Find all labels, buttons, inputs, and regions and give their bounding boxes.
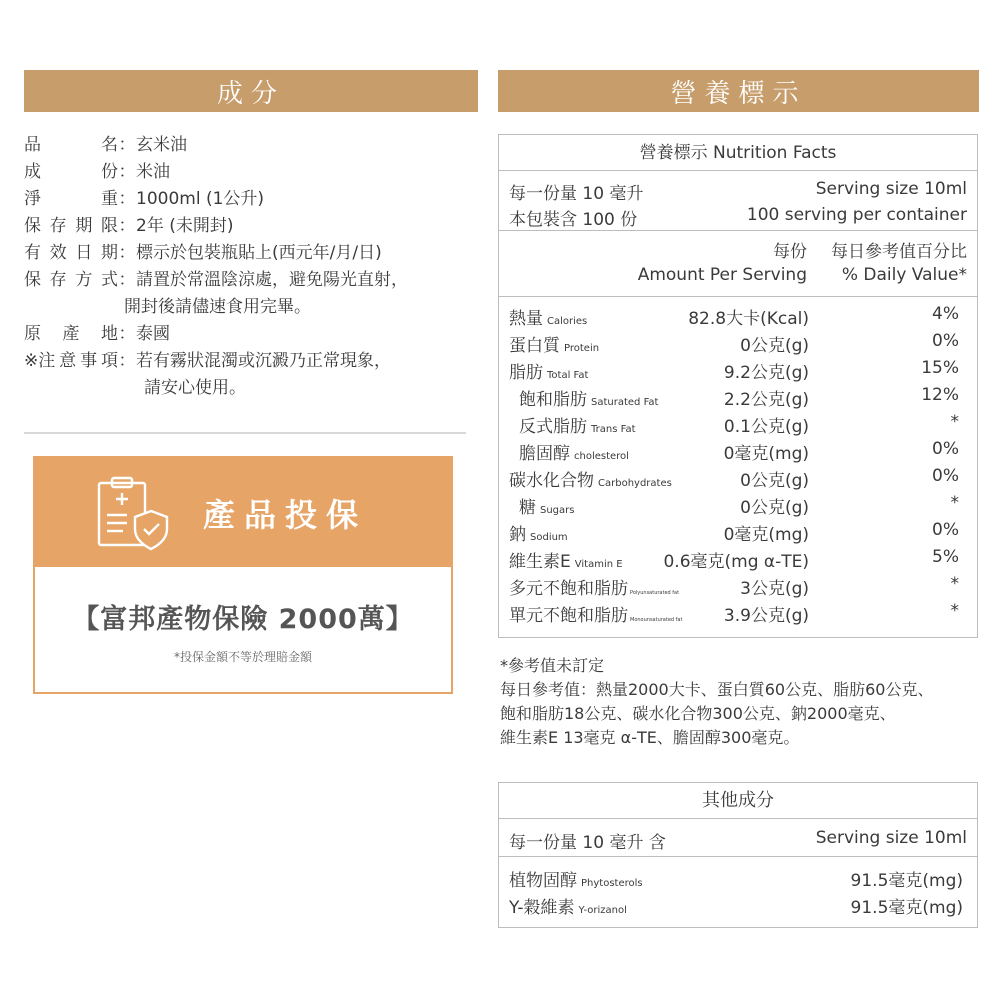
nutrient-name [519,385,658,410]
other-serving-info [499,819,977,857]
nutrition-facts-table [498,134,978,638]
nutrition-title: 營養標示 Nutrition Facts [499,135,977,171]
nutrient-daily-value: * [950,574,959,594]
per-serving-zh: 每份 [773,242,807,262]
nutrient-name-zh: 膽固醇 [519,444,570,464]
nutrient-daily-value: * [950,493,959,513]
nutrient-daily-value: 4% [932,304,959,324]
nutrient-row [499,544,977,571]
product-spec-list [24,132,464,402]
guarantee-amount: 【富邦產物保險 2000萬】 [72,604,414,635]
other-ingredient-name-zh: Y-穀維素 [509,898,575,918]
nutrient-name-zh: 多元不飽和脂肪 [509,579,628,599]
nutrient-daily-value: 0% [932,439,959,459]
spec-label-char: 產 [62,324,80,344]
clipboard-shield-icon [91,471,175,555]
nutrient-name-en: Polyunsaturated fat [630,590,680,596]
other-ingredient-name-en: Phytosterols [581,878,643,889]
spec-continuation: 開封後請儘速食用完畢。 [124,297,311,317]
nutrient-name [519,439,629,464]
spec-value: 請置於常溫陰涼處，避免陽光直射， [136,270,408,290]
nutrient-daily-value: * [950,601,959,621]
spec-row [24,240,464,267]
nutrient-row [499,301,977,328]
daily-value-en: % Daily Value* [841,265,967,285]
spec-label-char: 有 [24,243,41,263]
spec-value: 玄米油 [136,135,187,155]
spec-label [24,213,118,240]
servings-per-container-en: 100 serving per container [746,205,967,225]
insurance-guarantee-card [33,456,453,694]
other-serving-en: Serving size 10ml [815,828,967,848]
nutrient-name [519,412,636,437]
spec-label-char: 方 [75,270,93,290]
spec-label-char: 存 [49,270,67,290]
spec-label [24,186,118,213]
note-line: 維生素E 13毫克 α-TE、膽固醇300毫克。 [500,728,800,747]
spec-label [24,240,118,267]
spec-row [24,213,464,240]
spec-label [24,132,118,159]
nutrient-row [499,409,977,436]
spec-label-char: 份 [101,162,118,182]
spec-label-char: 品 [24,135,41,155]
spec-label-char: 式 [100,270,118,290]
guarantee-title: 產品投保 [203,495,368,534]
section-divider [24,432,466,434]
spec-label-char: 限 [100,216,118,236]
nutrient-name-zh: 維生素E [509,552,571,572]
spec-colon: ： [118,162,136,182]
other-ingredient-name-en: Y-orizanol [578,905,627,916]
nutrient-name [509,547,623,572]
nutrient-name-zh: 脂肪 [509,363,543,383]
spec-row [24,375,464,402]
nutrient-amount: 0毫克(mg) [723,444,809,464]
spec-label [24,348,118,375]
nutrient-row [499,490,977,517]
spec-value: 泰國 [136,324,170,344]
spec-row [24,348,464,375]
nutrient-row [499,598,977,625]
other-ingredient-name [509,866,643,891]
nutrient-daily-value: 0% [932,466,959,486]
nutrient-name-en: Total Fat [547,370,589,381]
nutrition-column-headers [499,231,977,297]
nutrition-header: 營養標示 [498,70,979,112]
other-rows [499,857,977,917]
guarantee-note: *投保金額不等於理賠金額 [173,650,312,664]
nutrient-name-en: Protein [564,343,600,354]
spec-label-char: 保 [24,216,41,236]
nutrient-name-en: cholesterol [574,451,629,462]
other-ingredient-row [499,863,977,890]
per-serving-en: Amount Per Serving [637,265,807,285]
nutrient-name [509,358,588,383]
nutrient-amount: 0.6毫克(mg α-TE) [663,552,809,572]
spec-label-char: 項 [100,351,118,371]
nutrient-row [499,571,977,598]
nutrient-name [509,331,599,356]
nutrient-name [509,466,672,491]
nutrition-serving-info [499,171,977,231]
nutrient-name-en: Calories [547,316,588,327]
nutrient-name-en: Monounsaturated fat [630,617,683,623]
nutrient-name [509,601,682,626]
nutrient-name [509,574,679,599]
spec-colon: ： [118,270,136,290]
nutrient-daily-value: * [950,412,959,432]
nutrient-amount: 3公克(g) [740,579,809,599]
nutrient-name-zh: 飽和脂肪 [519,390,587,410]
spec-row [24,186,464,213]
nutrient-daily-value: 0% [932,520,959,540]
other-ingredients-title: 其他成分 [499,783,977,819]
spec-label-char: 成 [24,162,41,182]
nutrient-row [499,382,977,409]
serving-size-zh: 每一份量 10 毫升 [509,184,644,204]
spec-label [24,321,118,348]
nutrient-amount: 0公克(g) [740,471,809,491]
nutrient-name-en: Vitamin E [574,559,623,570]
spec-continuation: 請安心使用。 [144,378,246,398]
nutrient-row [499,517,977,544]
spec-value: 2年 (未開封) [136,216,234,236]
other-ingredients-table [498,782,978,928]
nutrient-daily-value: 5% [932,547,959,567]
nutrient-name-en: Saturated Fat [591,397,659,408]
nutrient-daily-value: 12% [921,385,959,405]
nutrient-amount: 3.9公克(g) [723,606,809,626]
other-serving-zh: 每一份量 10 毫升 含 [509,833,666,853]
nutrient-name-zh: 熱量 [509,309,543,329]
nutrient-name-en: Carbohydrates [598,478,672,489]
spec-label-char: 事 [80,351,98,371]
spec-label-char: 名 [101,135,118,155]
note-line: *參考值未訂定 [500,656,605,675]
nutrient-name-zh: 單元不飽和脂肪 [509,606,628,626]
nutrient-amount: 2.2公克(g) [723,390,809,410]
spec-colon: ： [118,324,136,344]
other-ingredient-row [499,890,977,917]
spec-label [24,159,118,186]
nutrient-name-zh: 蛋白質 [509,336,560,356]
spec-value: 若有霧狀混濁或沉澱乃正常現象， [136,351,391,371]
spec-value: 米油 [136,162,170,182]
nutrition-rows [499,297,977,625]
other-ingredient-amount: 91.5毫克(mg) [850,898,963,918]
spec-label-char: 保 [24,270,41,290]
nutrient-amount: 0.1公克(g) [723,417,809,437]
spec-row [24,294,464,321]
spec-label-char: 存 [49,216,67,236]
nutrient-name-zh: 糖 [519,498,536,518]
nutrient-amount: 0公克(g) [740,498,809,518]
nutrient-amount: 0公克(g) [740,336,809,356]
spec-label [24,267,118,294]
nutrient-name [519,493,574,518]
serving-size-en: Serving size 10ml [815,179,967,199]
note-line: 飽和脂肪18公克、碳水化合物300公克、鈉2000毫克、 [500,704,896,723]
nutrient-name [509,304,587,329]
spec-colon: ： [118,189,136,209]
note-line: 每日參考值：熱量2000大卡、蛋白質60公克、脂肪60公克、 [500,680,934,699]
nutrient-name-zh: 鈉 [509,525,526,545]
other-ingredient-name-zh: 植物固醇 [509,871,577,891]
nutrient-row [499,355,977,382]
spec-label-char: 意 [59,351,77,371]
spec-row [24,159,464,186]
spec-label-char: 效 [49,243,67,263]
spec-label-char: 期 [100,243,118,263]
nutrient-amount: 0毫克(mg) [723,525,809,545]
spec-row [24,267,464,294]
nutrient-row [499,328,977,355]
spec-row [24,132,464,159]
spec-label-char: 地 [101,324,118,344]
nutrient-amount: 9.2公克(g) [723,363,809,383]
other-ingredient-name [509,893,627,918]
spec-label-char: 日 [75,243,93,263]
ingredients-header: 成分 [24,70,478,112]
nutrient-name [509,520,568,545]
spec-value: 標示於包裝瓶貼上(西元年/月/日) [136,243,382,263]
nutrient-name-zh: 碳水化合物 [509,471,594,491]
spec-label-char: 淨 [24,189,41,209]
other-ingredient-amount: 91.5毫克(mg) [850,871,963,891]
nutrient-row [499,436,977,463]
nutrient-amount: 82.8大卡(Kcal) [688,309,809,329]
nutrition-notes [500,654,980,750]
spec-value: 1000ml (1公升) [136,189,265,209]
spec-row [24,321,464,348]
spec-label-char: ※注 [24,351,56,371]
nutrient-name-en: Trans Fat [591,424,636,435]
spec-label-char: 期 [75,216,93,236]
nutrient-name-en: Sodium [530,532,568,543]
spec-colon: ： [118,243,136,263]
servings-per-container-zh: 本包裝含 100 份 [509,210,638,230]
spec-label-char: 重 [101,189,118,209]
nutrient-row [499,463,977,490]
daily-value-zh: 每日參考值百分比 [831,242,967,262]
spec-colon: ： [118,135,136,155]
nutrient-daily-value: 0% [932,331,959,351]
guarantee-banner [35,458,451,567]
spec-colon: ： [118,351,136,371]
nutrient-name-en: Sugars [540,505,575,516]
nutrient-name-zh: 反式脂肪 [519,417,587,437]
spec-colon: ： [118,216,136,236]
spec-label-char: 原 [24,324,41,344]
nutrient-daily-value: 15% [921,358,959,378]
